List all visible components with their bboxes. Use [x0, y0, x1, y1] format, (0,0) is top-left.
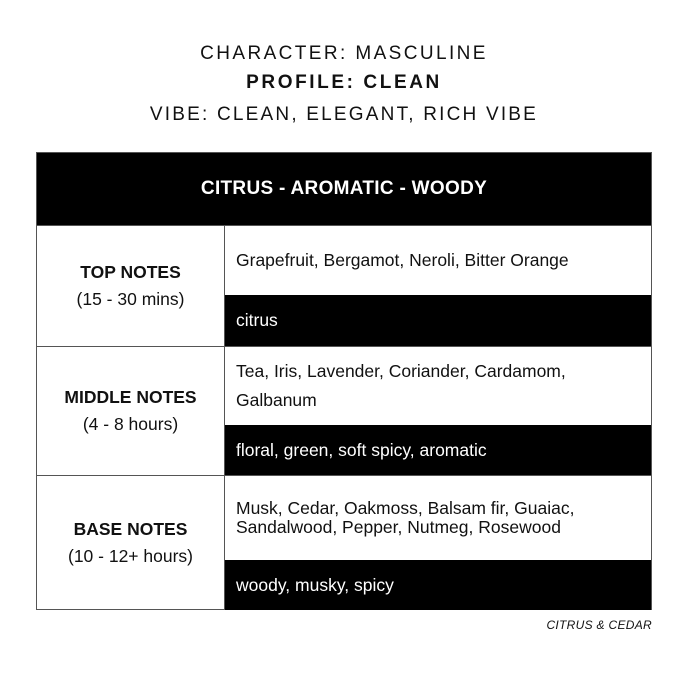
base-notes-group	[37, 475, 651, 609]
base-notes-duration: (10 - 12+ hours)	[68, 545, 193, 566]
middle-notes-ingredients: Tea, Iris, Lavender, Coriander, Cardamom, Galbanum	[236, 361, 566, 410]
top-notes-accords: citrus	[236, 310, 278, 330]
top-notes-ingredients: Grapefruit, Bergamot, Neroli, Bitter Orange	[236, 250, 569, 270]
middle-notes-duration: (4 - 8 hours)	[82, 414, 179, 434]
base-notes-title: BASE NOTES	[73, 518, 188, 539]
top-notes-title: TOP NOTES	[80, 262, 181, 282]
vibe-line: VIBE: CLEAN, ELEGANT, RICH VIBE	[149, 104, 539, 125]
character-line: CHARACTER: MASCULINE	[200, 43, 488, 64]
top-notes-duration: (15 - 30 mins)	[76, 289, 185, 309]
top-notes-label-cell	[37, 226, 225, 346]
base-notes-ingredients-cell	[225, 476, 651, 560]
notes-table	[36, 152, 652, 610]
top-notes-group	[37, 225, 651, 346]
brand-footer: CITRUS & CEDAR	[546, 618, 652, 632]
middle-notes-accords-cell	[225, 425, 651, 475]
middle-notes-ingredients-cell	[225, 347, 651, 425]
base-notes-accords-cell	[225, 560, 651, 610]
middle-notes-title: MIDDLE NOTES	[64, 387, 197, 407]
middle-notes-label-cell	[37, 347, 225, 475]
table-title: CITRUS - AROMATIC - WOODY	[37, 153, 651, 225]
base-notes-label-cell	[37, 476, 225, 609]
profile-line: PROFILE: CLEAN	[246, 72, 442, 93]
base-notes-accords: woody, musky, spicy	[236, 574, 394, 595]
top-notes-ingredients-cell	[225, 226, 651, 295]
middle-notes-group	[37, 346, 651, 475]
top-notes-accords-cell	[225, 295, 651, 346]
middle-notes-accords: floral, green, soft spicy, aromatic	[236, 439, 487, 460]
base-notes-ingredients: Musk, Cedar, Oakmoss, Balsam fir, Guaiac, Sandalwood, Pepper, Nutmeg, Rosewood	[236, 498, 575, 537]
